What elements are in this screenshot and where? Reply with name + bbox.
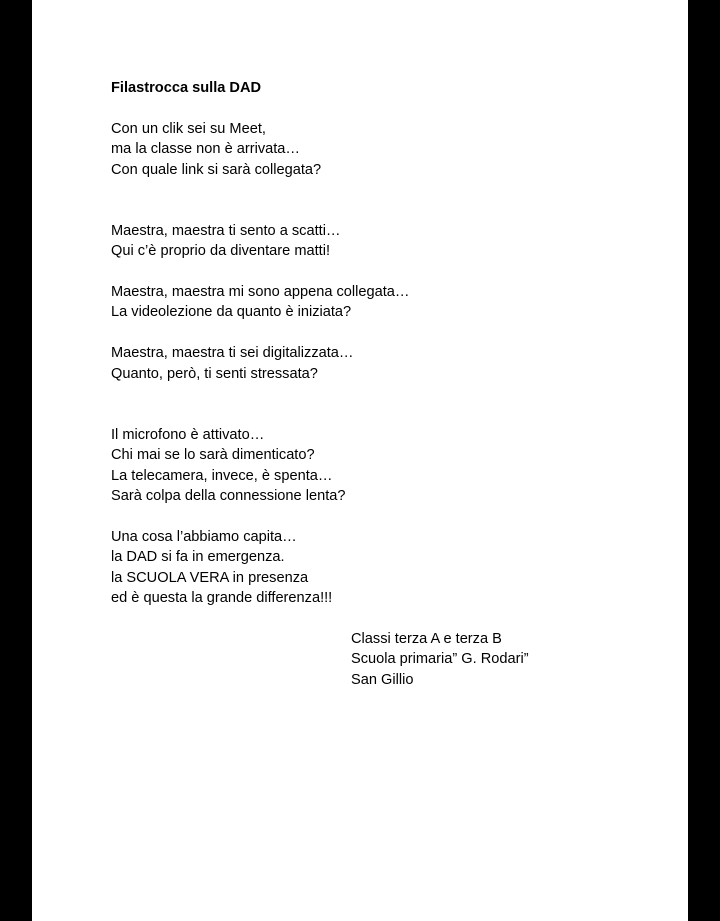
stanza-gap bbox=[111, 180, 651, 221]
poem-line: Sarà colpa della connessione lenta? bbox=[111, 488, 346, 505]
signature-line: San Gillio bbox=[351, 671, 414, 688]
stanza-3 bbox=[111, 282, 651, 323]
signature-line: Classi terza A e terza B bbox=[351, 630, 502, 647]
poem-line: ma la classe non è arrivata… bbox=[111, 141, 300, 158]
stanza-6 bbox=[111, 527, 651, 609]
poem-line: Qui c’è proprio da diventare matti! bbox=[111, 243, 331, 260]
signature-block bbox=[351, 629, 651, 690]
poem-line: Una cosa l’abbiamo capita… bbox=[111, 528, 297, 545]
stanza-gap bbox=[111, 608, 651, 628]
poem-line: Il microfono è attivato… bbox=[111, 426, 265, 443]
stanza-1 bbox=[111, 119, 651, 180]
poem-content bbox=[111, 78, 651, 690]
stanza-gap bbox=[111, 384, 651, 425]
document-page bbox=[32, 0, 688, 921]
poem-line: ed è questa la grande differenza!!! bbox=[111, 590, 333, 607]
poem-line: Con un clik sei su Meet, bbox=[111, 120, 266, 137]
poem-line: La videolezione da quanto è iniziata? bbox=[111, 304, 352, 321]
poem-line: la SCUOLA VERA in presenza bbox=[111, 569, 309, 586]
poem-line: la DAD si fa in emergenza. bbox=[111, 549, 285, 566]
stanza-gap bbox=[111, 506, 651, 526]
poem-line: Chi mai se lo sarà dimenticato? bbox=[111, 447, 315, 464]
poem-line: Maestra, maestra ti sento a scatti… bbox=[111, 222, 341, 239]
poem-line: Con quale link si sarà collegata? bbox=[111, 161, 322, 178]
stanza-gap bbox=[111, 262, 651, 282]
poem-line: Maestra, maestra ti sei digitalizzata… bbox=[111, 345, 354, 362]
poem-line: Quanto, però, ti senti stressata? bbox=[111, 365, 318, 382]
stanza-2 bbox=[111, 221, 651, 262]
poem-title: Filastrocca sulla DAD bbox=[111, 80, 262, 96]
stanza-5 bbox=[111, 425, 651, 507]
stanza-4 bbox=[111, 343, 651, 384]
poem-line: Maestra, maestra mi sono appena collegata… bbox=[111, 284, 410, 301]
stanza-gap bbox=[111, 323, 651, 343]
signature-line: Scuola primaria” G. Rodari” bbox=[351, 651, 529, 668]
poem-line: La telecamera, invece, è spenta… bbox=[111, 467, 333, 484]
